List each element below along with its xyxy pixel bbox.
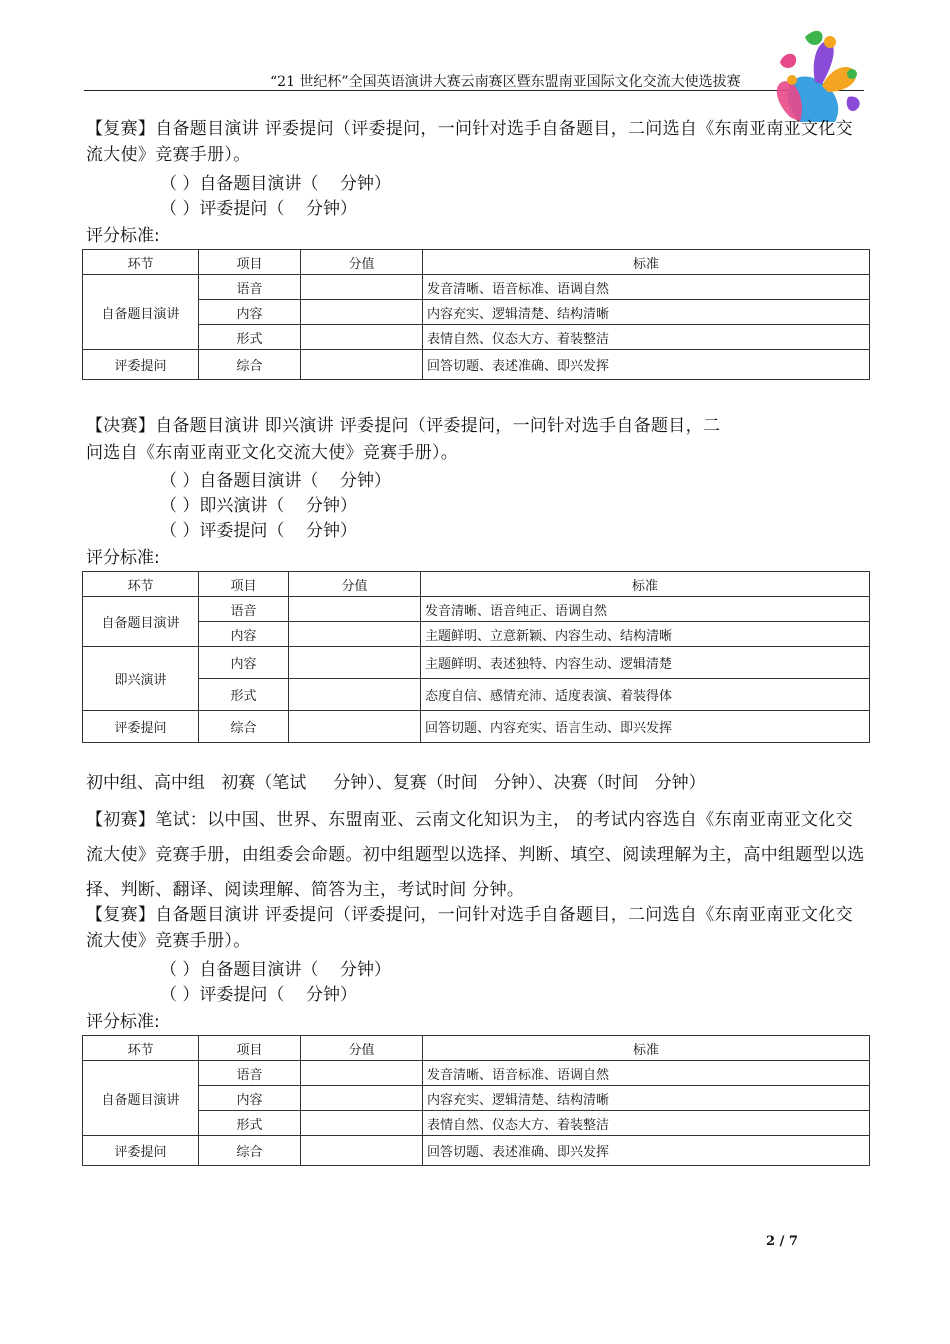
section3-heading: 初中组、高中组 初赛（笔试 分钟）、复赛（时间 分钟）、决赛（时间 分钟）	[86, 773, 706, 793]
section1-intro: 【复赛】自备题目演讲 评委提问（评委提问，一问针对选手自备题目，二问选自《东南亚南亚文化交流大使》竞赛手册）。	[86, 119, 853, 165]
table-row	[83, 1086, 870, 1111]
stage-cell: 评委提问	[83, 350, 199, 380]
column-header: 项目	[199, 1036, 301, 1061]
section2-score-table	[82, 571, 870, 743]
score-cell	[289, 679, 421, 711]
item-cell: 形式	[199, 1111, 301, 1136]
table-row	[83, 350, 870, 380]
stage-cell: 评委提问	[83, 1136, 199, 1166]
table-row	[83, 300, 870, 325]
table-row	[83, 647, 870, 679]
score-cell	[301, 1061, 423, 1086]
section1-option-qa: （ ）评委提问（ 分钟）	[160, 199, 358, 219]
table-row	[83, 711, 870, 743]
section3-score-table	[82, 1035, 870, 1166]
item-cell: 语音	[199, 275, 301, 300]
standard-cell: 发音清晰、语音标准、语调自然	[423, 275, 870, 300]
score-cell	[301, 325, 423, 350]
table-row	[83, 1136, 870, 1166]
score-cell	[301, 350, 423, 380]
table-row	[83, 1111, 870, 1136]
item-cell: 内容	[199, 622, 289, 647]
section2-option-qa: （ ）评委提问（ 分钟）	[160, 521, 358, 541]
section2-intro-line1: 【决赛】自备题目演讲 即兴演讲 评委提问（评委提问，一问针对选手自备题目，二	[86, 416, 721, 436]
column-header: 环节	[83, 572, 199, 597]
standard-cell: 发音清晰、语音标准、语调自然	[423, 1061, 870, 1086]
standard-cell: 主题鲜明、立意新颖、内容生动、结构清晰	[421, 622, 870, 647]
table-row	[83, 1061, 870, 1086]
standard-cell: 发音清晰、语音纯正、语调自然	[421, 597, 870, 622]
stage-cell: 自备题目演讲	[83, 275, 199, 350]
column-header: 项目	[199, 572, 289, 597]
table-header-row	[83, 250, 870, 275]
column-header: 标准	[421, 572, 870, 597]
section2-option-impromptu: （ ）即兴演讲（ 分钟）	[160, 496, 358, 516]
section3-option-qa: （ ）评委提问（ 分钟）	[160, 985, 358, 1005]
table-row	[83, 622, 870, 647]
standard-cell: 内容充实、逻辑清楚、结构清晰	[423, 1086, 870, 1111]
item-cell: 综合	[199, 350, 301, 380]
section3-prelim: 【初赛】笔试：以中国、世界、东盟南亚、云南文化知识为主， 的考试内容选自《东南亚南亚文化交流大使》竞赛手册，由组委会命题。初中组题型以选择、判断、填空、阅读理解为主，高中组题型以选择、判断、翻译、阅读理解、简答为主，考试时间 分钟。	[86, 810, 865, 900]
column-header: 环节	[83, 250, 199, 275]
stage-cell: 评委提问	[83, 711, 199, 743]
page-number: 2 / 7	[766, 1234, 798, 1249]
standard-cell: 回答切题、表述准确、即兴发挥	[423, 1136, 870, 1166]
item-cell: 内容	[199, 647, 289, 679]
item-cell: 形式	[199, 325, 301, 350]
item-cell: 综合	[199, 1136, 301, 1166]
standard-cell: 回答切题、表述准确、即兴发挥	[423, 350, 870, 380]
score-cell	[301, 275, 423, 300]
section1-score-table	[82, 249, 870, 380]
column-header: 标准	[423, 250, 870, 275]
standard-cell: 表情自然、仪态大方、着装整洁	[423, 325, 870, 350]
section2-criteria-label: 评分标准:	[86, 548, 160, 568]
section3-intro: 【复赛】自备题目演讲 评委提问（评委提问，一问针对选手自备题目，二问选自《东南亚南亚文化交流大使》竞赛手册）。	[86, 905, 853, 951]
table-row	[83, 597, 870, 622]
score-cell	[301, 1086, 423, 1111]
column-header: 环节	[83, 1036, 199, 1061]
section2-option-speech: （ ）自备题目演讲（ 分钟）	[160, 471, 392, 491]
standard-cell: 表情自然、仪态大方、着装整洁	[423, 1111, 870, 1136]
table-row	[83, 275, 870, 300]
standard-cell: 内容充实、逻辑清楚、结构清晰	[423, 300, 870, 325]
section2-intro-line2: 问选自《东南亚南亚文化交流大使》竞赛手册）。	[86, 443, 459, 463]
column-header: 标准	[423, 1036, 870, 1061]
column-header: 分值	[301, 250, 423, 275]
score-cell	[301, 1136, 423, 1166]
header-title: “21 世纪杯”全国英语演讲大赛云南赛区暨东盟南亚国际文化交流大使选拔赛	[270, 74, 741, 90]
standard-cell: 回答切题、内容充实、语言生动、即兴发挥	[421, 711, 870, 743]
standard-cell: 主题鲜明、表述独特、内容生动、逻辑清楚	[421, 647, 870, 679]
table-row	[83, 325, 870, 350]
score-cell	[301, 300, 423, 325]
stage-cell: 自备题目演讲	[83, 1061, 199, 1136]
stage-cell: 即兴演讲	[83, 647, 199, 711]
section1-criteria-label: 评分标准:	[86, 226, 160, 246]
stage-cell: 自备题目演讲	[83, 597, 199, 647]
header-rule	[84, 90, 864, 91]
score-cell	[301, 1111, 423, 1136]
table-header-row	[83, 572, 870, 597]
table-header-row	[83, 1036, 870, 1061]
table-row	[83, 679, 870, 711]
column-header: 分值	[289, 572, 421, 597]
section3-option-speech: （ ）自备题目演讲（ 分钟）	[160, 960, 392, 980]
item-cell: 内容	[199, 300, 301, 325]
item-cell: 内容	[199, 1086, 301, 1111]
item-cell: 综合	[199, 711, 289, 743]
column-header: 项目	[199, 250, 301, 275]
standard-cell: 态度自信、感情充沛、适度表演、着装得体	[421, 679, 870, 711]
section3-criteria-label: 评分标准:	[86, 1012, 160, 1032]
section1-option-speech: （ ）自备题目演讲（ 分钟）	[160, 174, 392, 194]
score-cell	[289, 597, 421, 622]
column-header: 分值	[301, 1036, 423, 1061]
score-cell	[289, 647, 421, 679]
score-cell	[289, 622, 421, 647]
score-cell	[289, 711, 421, 743]
item-cell: 形式	[199, 679, 289, 711]
item-cell: 语音	[199, 1061, 301, 1086]
item-cell: 语音	[199, 597, 289, 622]
